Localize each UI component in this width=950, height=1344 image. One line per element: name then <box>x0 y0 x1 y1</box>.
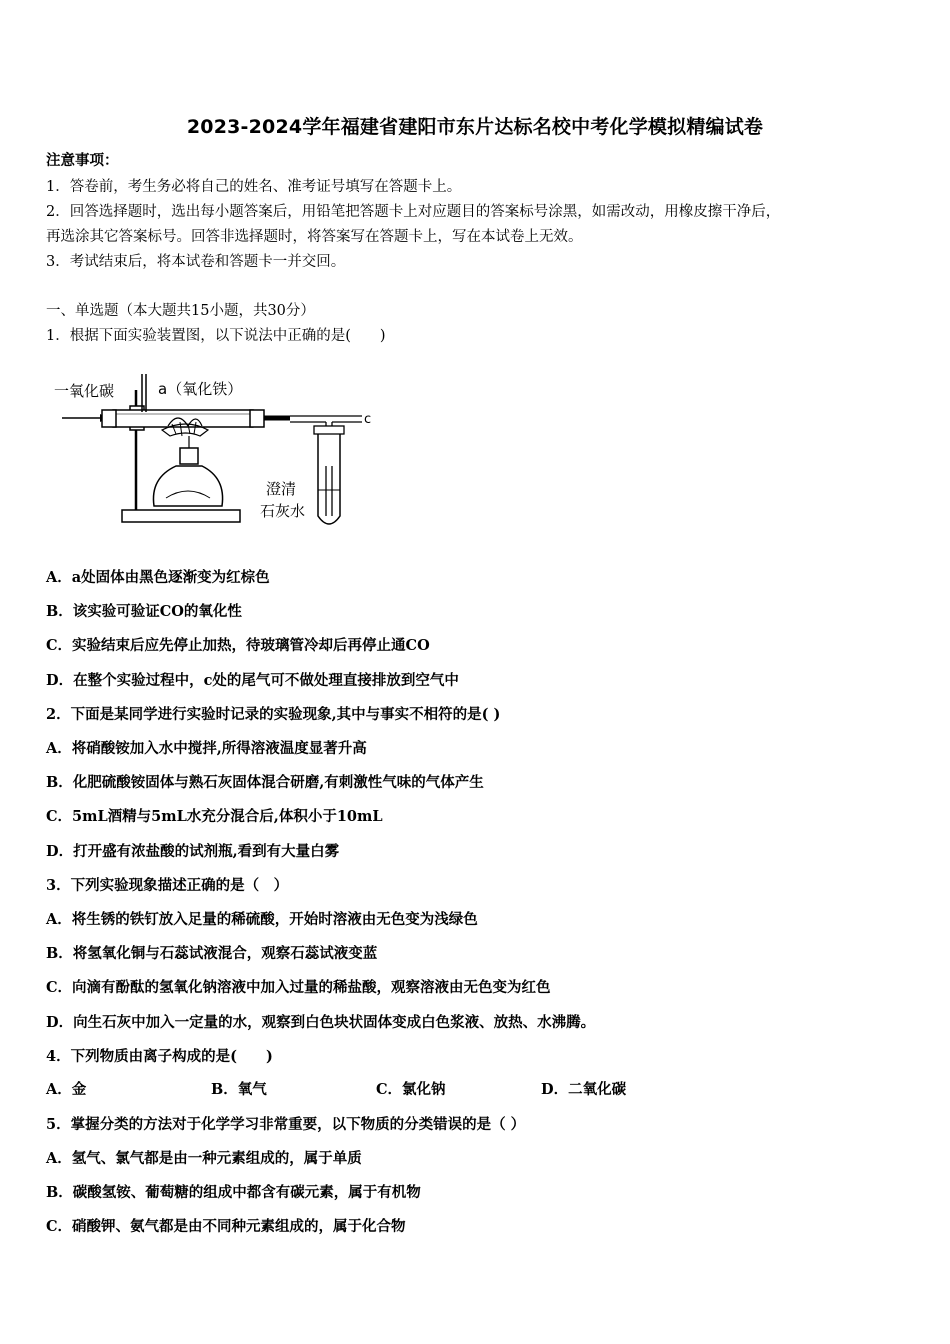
option: B．化肥硫酸铵固体与熟石灰固体混合研磨,有刺激性气味的气体产生 <box>46 774 484 791</box>
a-label: a（氧化铁） <box>158 380 243 398</box>
question-stem-4: 4．下列物质由离子构成的是( ) <box>46 1048 273 1065</box>
question-stem-2: 2．下面是某同学进行实验时记录的实验现象,其中与事实不相符的是( ) <box>46 706 501 723</box>
option: C．实验结束后应先停止加热，待玻璃管冷却后再停止通CO <box>46 637 430 654</box>
option: B．将氢氧化铜与石蕊试液混合，观察石蕊试液变蓝 <box>46 945 378 962</box>
notice-item: 1．答卷前，考生务必将自己的姓名、准考证号填写在答题卡上。 <box>46 179 462 195</box>
lime-label-1: 澄清 <box>266 480 297 498</box>
option: B．该实验可验证CO的氧化性 <box>46 603 242 620</box>
option: A．a处固体由黑色逐渐变为红棕色 <box>46 569 270 586</box>
option: D．打开盛有浓盐酸的试剂瓶,看到有大量白雾 <box>46 843 340 860</box>
page-title: 2023-2024学年福建省建阳市东片达标名校中考化学模拟精编试卷 <box>186 116 764 138</box>
option: C．氯化钠 <box>376 1081 446 1098</box>
question-stem-1: 1．根据下面实验装置图，以下说法中正确的是( ) <box>46 328 386 344</box>
c-label: c <box>364 412 372 427</box>
option: C．硝酸钾、氨气都是由不同种元素组成的，属于化合物 <box>46 1218 406 1235</box>
option: C．向滴有酚酞的氢氧化钠溶液中加入过量的稀盐酸，观察溶液由无色变为红色 <box>46 979 551 996</box>
option: C．5mL酒精与5mL水充分混合后,体积小于10mL <box>46 808 383 825</box>
option: A．将生锈的铁钉放入足量的稀硫酸，开始时溶液由无色变为浅绿色 <box>46 911 478 928</box>
notice-heading: 注意事项： <box>46 152 119 169</box>
option: B．氧气 <box>211 1081 267 1098</box>
option: D．二氧化碳 <box>541 1081 627 1098</box>
question-stem-5: 5．掌握分类的方法对于化学学习非常重要，以下物质的分类错误的是（ ） <box>46 1116 526 1133</box>
option: A．氢气、氯气都是由一种元素组成的，属于单质 <box>46 1150 362 1167</box>
option: B．碳酸氢铵、葡萄糖的组成中都含有碳元素，属于有机物 <box>46 1184 421 1201</box>
option: A．将硝酸铵加入水中搅拌,所得溶液温度显著升高 <box>46 740 367 757</box>
notice-item: 3．考试结束后，将本试卷和答题卡一并交回。 <box>46 254 346 270</box>
co-label: 一氧化碳 <box>54 382 115 400</box>
option: D．向生石灰中加入一定量的水，观察到白色块状固体变成白色浆液、放热、水沸腾。 <box>46 1014 596 1031</box>
section-heading: 一、单选题（本大题共15小题，共30分） <box>46 303 315 319</box>
question-stem-3: 3．下列实验现象描述正确的是（ ） <box>46 877 289 894</box>
option: D．在整个实验过程中，c处的尾气可不做处理直接排放到空气中 <box>46 672 459 689</box>
notice-item: 2．回答选择题时，选出每小题答案后，用铅笔把答题卡上对应题目的答案标号涂黑，如需改动，用橡皮擦干净后， <box>46 204 781 220</box>
lime-label-2: 石灰水 <box>260 502 306 520</box>
notice-item: 再选涂其它答案标号。回答非选择题时，将答案写在答题卡上，写在本试卷上无效。 <box>46 229 583 245</box>
apparatus-diagram <box>50 366 380 532</box>
option: A．金 <box>46 1081 87 1098</box>
